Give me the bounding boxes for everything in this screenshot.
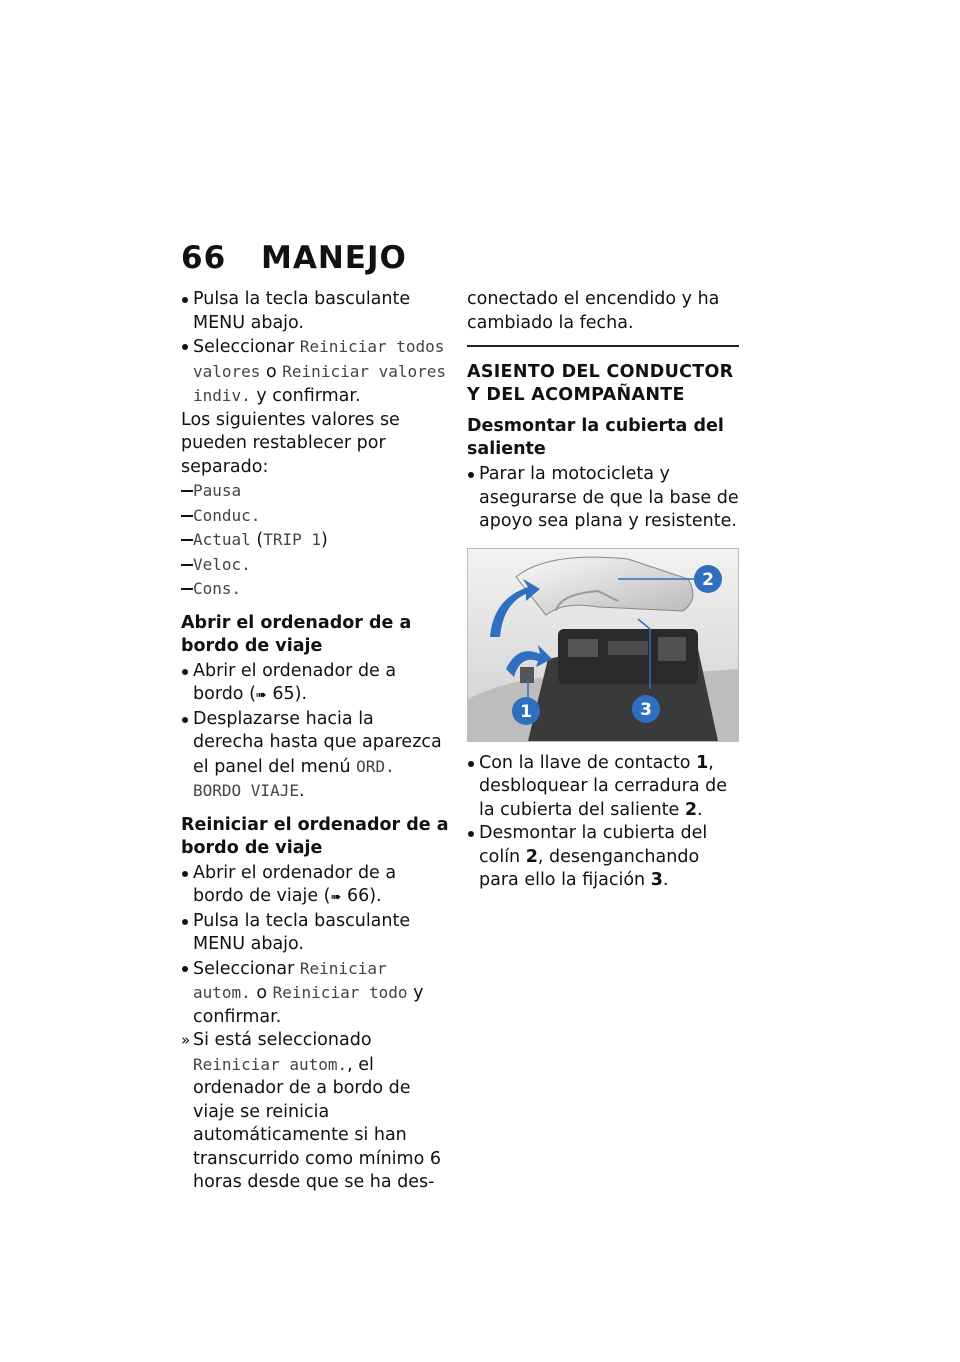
chapter-title: MANEJO xyxy=(261,240,407,276)
list-item: Seleccionar Reiniciar todos valores o Reiniciar valores indiv. y confirmar. xyxy=(181,335,449,409)
menu-option: Reiniciar autom. xyxy=(193,1054,348,1074)
list-item: Abrir el ordenador de a bordo (➠ 65). xyxy=(181,660,449,708)
illustration-svg xyxy=(468,549,738,741)
list-item: Abrir el ordenador de a bordo de viaje (➠ 66). xyxy=(181,862,449,910)
callout-label: 3 xyxy=(640,699,652,720)
dash-item: Veloc. xyxy=(181,553,449,578)
page-number: 66 xyxy=(181,240,227,276)
menu-option: Reiniciar todos valores xyxy=(193,337,445,381)
dash-item: Pausa xyxy=(181,479,449,504)
menu-option: ORD. BORDO VIAJE xyxy=(193,756,395,800)
dash-item: Cons. xyxy=(181,577,449,602)
dash-item: Actual (TRIP 1) xyxy=(181,528,449,553)
paragraph: Los siguientes valores se pueden restablecer por separado: xyxy=(181,409,400,477)
section-divider xyxy=(467,345,739,347)
list-item: Seleccionar Reiniciar autom. o Reiniciar todo y confirmar. xyxy=(181,957,449,1030)
list-item: Pulsa la tecla basculante MENU abajo. xyxy=(181,910,449,957)
list-item: Parar la motocicleta y asegurarse de que la base de apoyo sea plana y resistente. xyxy=(467,463,739,534)
menu-option: Reiniciar todo xyxy=(272,983,408,1002)
list-item: Desmontar la cubierta del colín 2, desenganchando para ello la fijación 3. xyxy=(467,822,739,893)
page-ref-arrow-icon: ➠ xyxy=(255,688,267,703)
callout-label: 2 xyxy=(702,569,714,590)
menu-option: Reiniciar autom. xyxy=(193,958,387,1002)
section-heading: ASIENTO DEL CONDUCTOR Y DEL ACOMPAÑANTE xyxy=(467,362,734,405)
subheading: Reiniciar el ordenador de a bordo de viaje xyxy=(181,814,449,858)
page-ref-arrow-icon: ➠ xyxy=(330,890,342,905)
menu-option: Reiniciar valores indiv. xyxy=(193,361,447,405)
right-column xyxy=(467,288,739,893)
left-column xyxy=(181,288,449,1195)
list-item: Desplazarse hacia la derecha hasta que aparezca el panel del menú ORD. BORDO VIAJE. xyxy=(181,708,449,804)
seat-cover-illustration xyxy=(467,548,739,742)
paragraph: conectado el encendido y ha cambiado la fecha. xyxy=(467,289,720,333)
list-item: Con la llave de contacto 1, desbloquear la cerradura de la cubierta del saliente 2. xyxy=(467,752,739,823)
subheading: Abrir el ordenador de a bordo de viaje xyxy=(181,612,412,656)
page-header xyxy=(181,240,407,276)
subheading: Desmontar la cubierta del saliente xyxy=(467,416,724,459)
dash-item: Conduc. xyxy=(181,504,449,529)
result-item: » Si está seleccionado Reiniciar autom., el ordenador de a bordo de viaje se reinicia automáticamente si han transcurrido como mínimo 6 horas desde que se ha des- xyxy=(181,1029,449,1195)
callout-label: 1 xyxy=(520,701,532,722)
list-item: Pulsa la tecla basculante MENU abajo. xyxy=(181,288,449,335)
